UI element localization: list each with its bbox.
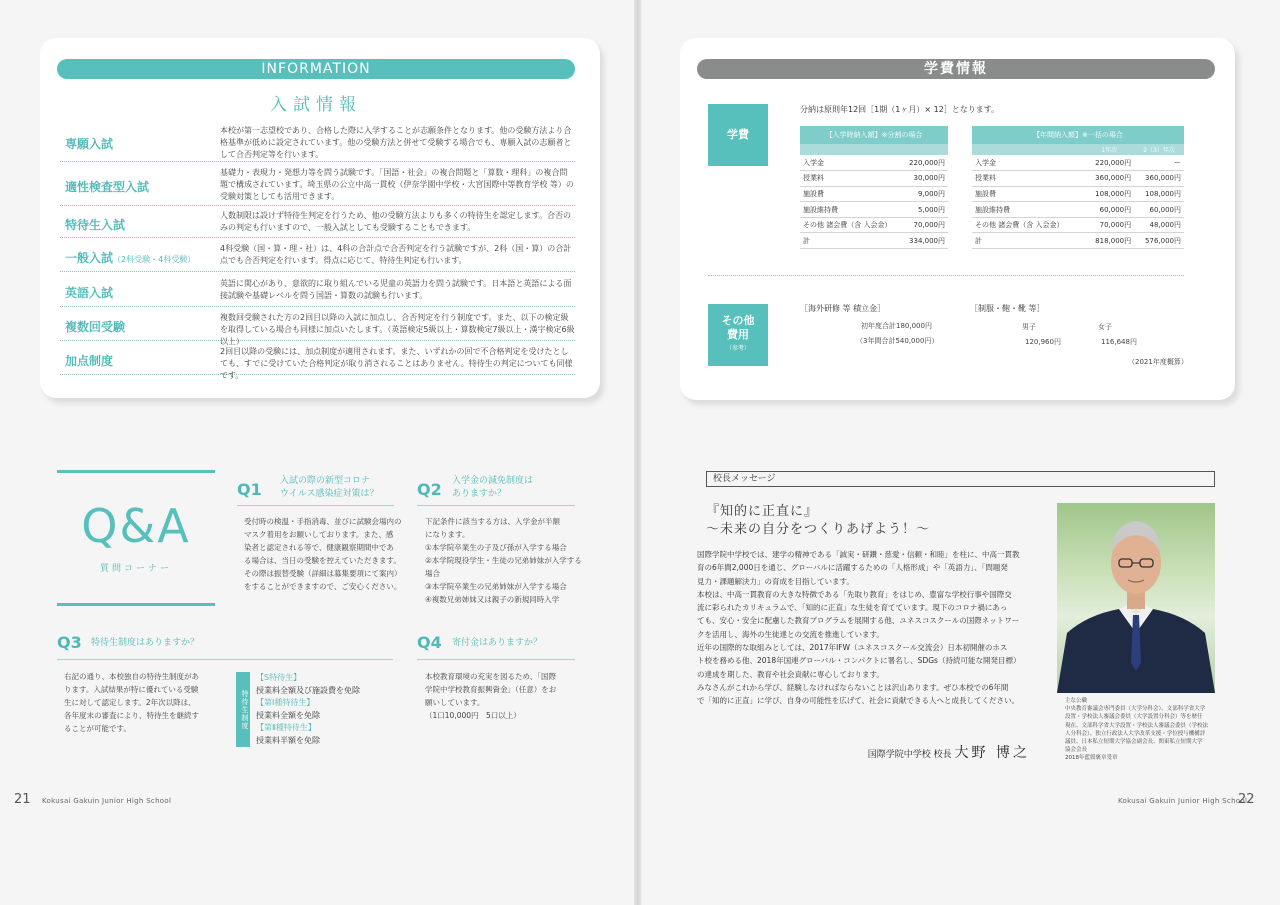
uniform-girl-label: 女子 bbox=[1098, 323, 1112, 331]
qa-box bbox=[57, 470, 215, 606]
qa-title: Q&A bbox=[81, 499, 191, 553]
study-abroad-three-years: （3年間合計540,000円） bbox=[856, 337, 939, 345]
table-row: 計 334,000円 bbox=[800, 233, 948, 249]
info-text: 2回目以降の受験には、加点制度が適用されます。また、いずれかの回で不合格判定を受けたとしても、すでに受けていた合格判定が取り消されることはありません。特待生の判定についても同様です。 bbox=[220, 347, 573, 380]
q3-title: 特待生制度はありますか？ bbox=[91, 638, 200, 648]
page-number-right: 22 bbox=[1238, 792, 1255, 807]
info-title: 入試情報 bbox=[270, 95, 362, 115]
info-row bbox=[60, 275, 575, 307]
q2-line bbox=[417, 505, 575, 506]
info-row bbox=[60, 165, 575, 206]
qa-subtitle: 質問コーナー bbox=[99, 564, 172, 574]
info-label: 英語入試 bbox=[65, 286, 114, 300]
principal-portrait-icon bbox=[1057, 503, 1215, 693]
table-row: 施設維持費 5,000円 bbox=[800, 202, 948, 218]
table-row: 施設費 108,000円 108,000円 bbox=[972, 186, 1184, 202]
q1-number: Q1 bbox=[237, 480, 262, 499]
q3-body: 右記の通り、本校独自の特待生制度があ ります。入試結果が特に優れている受験 生に対して認定します。2年次以降は、 各年度末の審査により、特待生を継続す ることが可能です。 bbox=[64, 672, 199, 733]
q1-title: 入試の際の新型コロナ ウイルス感染症対策は？ bbox=[280, 476, 379, 499]
info-label: 一般入試 bbox=[65, 251, 114, 265]
q2-body: 下記条件に該当する方は、入学金が半額 になります。 ①本学院卒業生の子及び孫が入学する場合 ②本学院現役学生・生徒の兄弟姉妹が入学する場合 ③本学院卒業生の兄弟姉妹が入学する場合 ④複数兄弟姉妹又は親子の新規同時入学 bbox=[425, 517, 582, 604]
table-row: 施設費 9,000円 bbox=[800, 186, 948, 202]
q4-body: 本校教育環境の充実を図るため、「国際 学院中学校教育振興資金」（任意）をお 願いしています。 （1口10,000円 5口以上） bbox=[425, 672, 557, 720]
q3-number: Q3 bbox=[57, 633, 82, 652]
table-row: 授業料 30,000円 bbox=[800, 171, 948, 187]
message-body: 国際学院中学校では、建学の精神である「誠実・研鑽・慈愛・信頼・和睦」を柱に、中高一貫教 育の6年間2,000日を通じ、グローバルに活躍するための「人格形成」や「英語力」、「問題発 見力・課題解決力」の育成を目指しています。 本校は、中高一貫教育の大きな特徴である「先取り教育」をはじめ、豊富な学校行事や国際交 流に彩られたカリキュラムで、「知的に正直」な生徒を育てています。現下のコロナ禍にあっ ても、安心・安全に配慮した教育プログラムを展開する他、ユネスコスクールの国際ネットワー クを活用し、海外の生徒達との交流を推進しています。 近年の国際的な取組みとしては、2017年IFW（ユネスコスクール交流会）日本初開催のホス ト校を務める他、2018年国連グローバル・コンパクトに署名し、SDGs（持続可能な開発目標） の達成を期した、教育や社会貢献に専心しております。 みなさんがこれから学び、経験しなければならないことは沢山あります。ぜひ本校での6年間 で「知的に正直」に学び、自身の可能性を広げて、社会に貢献できる人へと成長してください。 bbox=[697, 550, 1021, 706]
footer-left: Kokusai Gakuin Junior High School bbox=[42, 797, 172, 805]
fee-header: 学費情報 bbox=[697, 59, 1215, 79]
table-row: 入学金 220,000円 ー bbox=[972, 155, 1184, 171]
info-text: 4科受験（国・算・理・社）は、4科の合計点で合否判定を行う試験ですが、2科（国・算）の合計点でも合否判定を行います。得点に応じて、特待生判定も行います。 bbox=[220, 244, 572, 265]
info-header: INFORMATION bbox=[57, 59, 575, 79]
info-text: 基礎力・表現力・発想力等を問う試験です。「国語・社会」の複合問題と「算数・理科」の複合問題で構成されています。埼玉県の公立中高一貫校（伊奈学園中学校・大宮国際中等教育学校 等）の受験対策としても活用できます。 bbox=[220, 168, 574, 201]
fee-table-annual: 【年間納入額】※一括の場合 1年次 2（3）年次 入学金 220,000円 ー 授業料 360,000円 360,000円 施設費 108,000円 108,000円 施設維持費 60,000円 60,000円 その他 諸会費（含 入会金） 70,000円 48,000円 計 818,000円 576,000円 bbox=[972, 126, 1184, 249]
q2-title: 入学金の減免制度は ありますか？ bbox=[452, 476, 534, 499]
info-text: 英語に関心があり、意欲的に取り組んでいる児童の英語力を問う試験です。日本語と英語による面接試験や基礎レベルを問う国語・算数の試験も行います。 bbox=[220, 279, 572, 300]
other-fee-label: その他 費用 （参考） bbox=[708, 304, 768, 366]
uniform-girl-value: 116,648円 bbox=[1101, 338, 1137, 346]
table-row: その他 諸会費（含 入会金） 70,000円 bbox=[800, 217, 948, 233]
q4-number: Q4 bbox=[417, 633, 442, 652]
q4-title: 寄付金はありますか？ bbox=[452, 638, 543, 648]
fee-divider bbox=[708, 275, 1184, 276]
principal-message-header: 校長メッセージ bbox=[706, 471, 1215, 487]
info-label: 加点制度 bbox=[65, 354, 114, 368]
fee-label: 学費 bbox=[708, 104, 768, 166]
info-text: 複数回受験された方の2回目以降の入試に加点し、合否判定を行う制度です。また、以下の検定級を取得している場合も同様に加点いたします。（英語検定5級以上・算数検定7級以上・漢字検定6級以上） bbox=[220, 313, 575, 346]
info-row bbox=[60, 122, 575, 162]
table-row: 計 818,000円 576,000円 bbox=[972, 233, 1184, 249]
q1-body: 受付時の検温・手指消毒、並びに試験会場内の マスク着用をお願いしております。また、感 染者と認定される等で、健康観察期間中であ る場合は、当日の受験を控えていただきます。 その際は振替受験（詳細は募集要項にて案内） をすることができますので、ご安心ください。 bbox=[244, 517, 402, 591]
table-row: 入学金 220,000円 bbox=[800, 155, 948, 171]
uniform-boy-value: 120,960円 bbox=[1025, 338, 1061, 346]
q1-line bbox=[237, 505, 394, 506]
principal-photo bbox=[1057, 503, 1215, 693]
fee-table-entrance: 【入学時納入額】※分割の場合 入学金 220,000円 授業料 30,000円 施設費 9,000円 施設維持費 5,000円 その他 諸会費（含 入会金） 70,000円 計 334,000円 bbox=[800, 126, 948, 249]
study-abroad-head: ［海外研修 等 積立金］ bbox=[800, 304, 886, 313]
info-label-small: （2科受験・4科受験） bbox=[113, 255, 196, 264]
page-fold bbox=[634, 0, 642, 905]
table-row: その他 諸会費（含 入会金） 70,000円 48,000円 bbox=[972, 217, 1184, 233]
q4-line bbox=[417, 659, 575, 660]
tokutai-list: 【S特待生】 授業料全額及び施設費を免除 【第Ⅰ種特待生】 授業料全額を免除 【第Ⅱ種特待生】 授業料半額を免除 bbox=[256, 673, 360, 745]
study-abroad-first-year: 初年度合計180,000円 bbox=[861, 322, 932, 330]
message-subtitle: ～未来の自分をつくりあげよう！～ bbox=[706, 522, 931, 537]
principal-signature: 国際学院中学校 校長 大野 博之 bbox=[867, 745, 1030, 761]
info-label: 特待生入試 bbox=[65, 218, 126, 232]
uniform-boy-label: 男子 bbox=[1022, 323, 1036, 331]
info-row bbox=[60, 208, 575, 238]
tokutai-label: 特待生制度 bbox=[236, 672, 250, 747]
info-label: 専願入試 bbox=[65, 137, 114, 151]
info-text: 本校が第一志望校であり、合格した際に入学することが志願条件となります。他の受験方法より合格基準が低めに設定されています。他の受験方法と併せて受験する場合でも、専願入試の志願者として合否判定等を行います。 bbox=[220, 126, 572, 159]
q2-number: Q2 bbox=[417, 480, 442, 499]
info-row bbox=[60, 309, 575, 346]
info-label: 適性検査型入試 bbox=[65, 180, 150, 194]
info-row bbox=[60, 240, 575, 272]
estimate-note: （2021年度概算） bbox=[1128, 358, 1188, 366]
table-row: 授業料 360,000円 360,000円 bbox=[972, 171, 1184, 187]
fee-note: 分納は原則年12回［1期（1ヶ月）× 12］となります。 bbox=[800, 105, 1000, 114]
info-text: 人数制限は設けず特待生判定を行うため、他の受験方法よりも多くの特待生を認定します。合否のみの判定も行いますので、一般入試としても受験することもできます。 bbox=[220, 211, 572, 232]
footer-right: Kokusai Gakuin Junior High School bbox=[1118, 797, 1248, 805]
info-row bbox=[60, 343, 575, 380]
info-label: 複数回受験 bbox=[65, 320, 126, 334]
q3-line bbox=[57, 659, 393, 660]
table-row: 施設維持費 60,000円 60,000円 bbox=[972, 202, 1184, 218]
uniform-head: ［制服・鞄・靴 等］ bbox=[970, 304, 1045, 313]
principal-career: 主な公職 中央教育審議会専門委員（大学分科会）、文部科学省大学 設置・学校法人審議会委員（大学設置分科会）等を歴任 現在、文部科学省大学設置・学校法人審議会委員（学校法 人分科会）、独立行政法人大学改革支援・学位授与機構評 議員、日本私立短期大学協会副会長、関東私立短期大学 協会会長 2018年藍綬褒章受章 bbox=[1065, 698, 1209, 762]
message-title: 『知的に正直に』 bbox=[706, 504, 819, 519]
page-number-left: 21 bbox=[14, 792, 31, 807]
